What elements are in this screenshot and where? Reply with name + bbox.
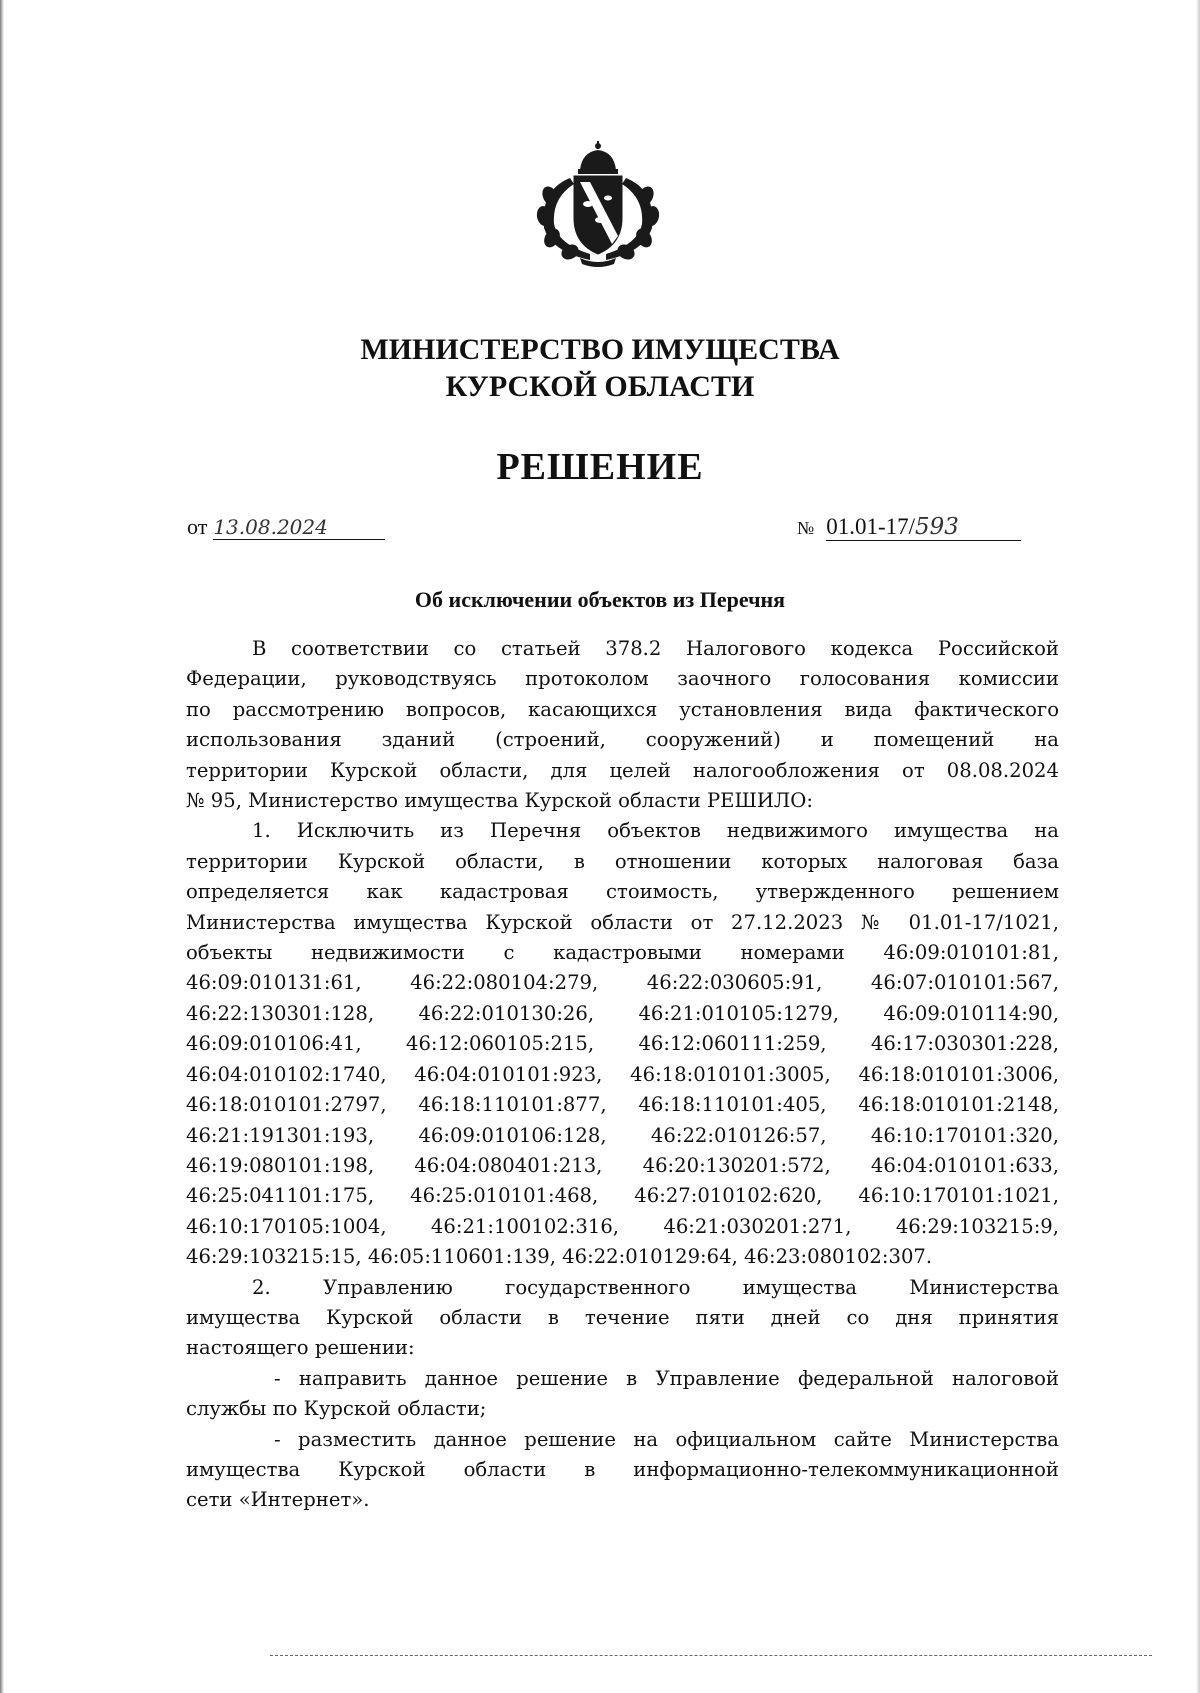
item-1-line: территории Курской области, в отношении которых налоговая база	[186, 849, 1059, 873]
scan-edge-right	[1196, 0, 1200, 1693]
item-2-line: настоящего решении:	[186, 1336, 415, 1360]
cadastral-numbers-line: 46:09:010106:41, 46:12:060105:215, 46:12:060111:259, 46:17:030301:228,	[186, 1032, 1059, 1056]
intro-line: № 95, Министерство имущества Курской области РЕШИЛО:	[186, 789, 813, 813]
footer-rule	[270, 1655, 1152, 1656]
document-type-heading: РЕШЕНИЕ	[496, 446, 704, 488]
intro-line: В соответствии со статьей 378.2 Налогового кодекса Российской	[252, 637, 1059, 660]
number-sign: №	[797, 518, 815, 538]
cadastral-numbers-line: 46:04:010102:1740, 46:04:010101:923, 46:18:010101:3005, 46:18:010101:3006,	[186, 1062, 1059, 1086]
cadastral-numbers-line: 46:09:010131:61, 46:22:080104:279, 46:22:030605:91, 46:07:010101:567,	[186, 971, 1059, 995]
cadastral-numbers-line: 46:25:041101:175, 46:25:010101:468, 46:27:010102:620, 46:10:170101:1021,	[186, 1184, 1059, 1208]
item-1-line: определяется как кадастровая стоимость, утвержденного решением	[186, 880, 1059, 904]
item-2-line: имущества Курской области в течение пяти дней со дня принятия	[186, 1305, 1059, 1329]
document-number-printed: 01.01-17/	[826, 514, 915, 539]
date-prefix: от	[187, 514, 208, 539]
item-1-line: объекты недвижимости с кадастровыми номерами 46:09:010101:81,	[186, 941, 1059, 965]
cadastral-numbers-line: 46:18:010101:2797, 46:18:110101:877, 46:18:110101:405, 46:18:010101:2148,	[186, 1093, 1059, 1117]
date-line	[187, 514, 385, 540]
ministry-name-line-1: МИНИСТЕРСТВО ИМУЩЕСТВА	[360, 333, 840, 366]
document-number-handwritten: 593	[915, 514, 959, 540]
intro-line: по рассмотрению вопросов, касающихся установления вида фактического	[186, 697, 1059, 721]
cadastral-numbers-line: 46:29:103215:15, 46:05:110601:139, 46:22:010129:64, 46:23:080102:307.	[186, 1245, 933, 1269]
item-1-line: Министерства имущества Курской области от 27.12.2023 № 01.01-17/1021,	[186, 910, 1059, 934]
bullet-2-line: - разместить данное решение на официальном сайте Министерства	[274, 1427, 1059, 1451]
handwritten-date-field: 13.08.2024	[213, 515, 385, 540]
intro-line: территории Курской области, для целей налогообложения от 08.08.2024	[186, 758, 1059, 782]
ministry-name-line-2: КУРСКОЙ ОБЛАСТИ	[445, 370, 755, 403]
number-line	[797, 514, 1021, 541]
cadastral-numbers-line: 46:22:130301:128, 46:22:010130:26, 46:21:010105:1279, 46:09:010114:90,	[186, 1001, 1059, 1025]
bullet-2-line: имущества Курской области в информационно-телекоммуникационной	[186, 1457, 1059, 1481]
cadastral-numbers-line: 46:19:080101:198, 46:04:080401:213, 46:20:130201:572, 46:04:010101:633,	[186, 1153, 1059, 1177]
coat-of-arms-emblem	[530, 140, 666, 268]
intro-line: использования зданий (строений, сооружений) и помещений на	[186, 728, 1059, 752]
cadastral-numbers-line: 46:10:170105:1004, 46:21:100102:316, 46:21:030201:271, 46:29:103215:9,	[186, 1214, 1059, 1238]
intro-line: Федерации, руководствуясь протоколом заочного голосования комиссии	[186, 667, 1059, 691]
document-subject-title: Об исключении объектов из Перечня	[414, 587, 786, 612]
bullet-1-line: службы по Курской области;	[186, 1397, 487, 1421]
item-2-line: 2. Управлению государственного имущества Министерства	[252, 1275, 1059, 1299]
document-body	[186, 634, 1059, 1516]
document-number-field	[826, 514, 1021, 541]
bullet-1-line: - направить данное решение в Управление федеральной налоговой	[274, 1366, 1059, 1390]
bullet-2-line: сети «Интернет».	[186, 1488, 370, 1512]
item-1-line: 1. Исключить из Перечня объектов недвижимого имущества на	[252, 819, 1059, 843]
scan-edge-left	[0, 0, 4, 1693]
cadastral-numbers-line: 46:21:191301:193, 46:09:010106:128, 46:22:010126:57, 46:10:170101:320,	[186, 1123, 1059, 1147]
